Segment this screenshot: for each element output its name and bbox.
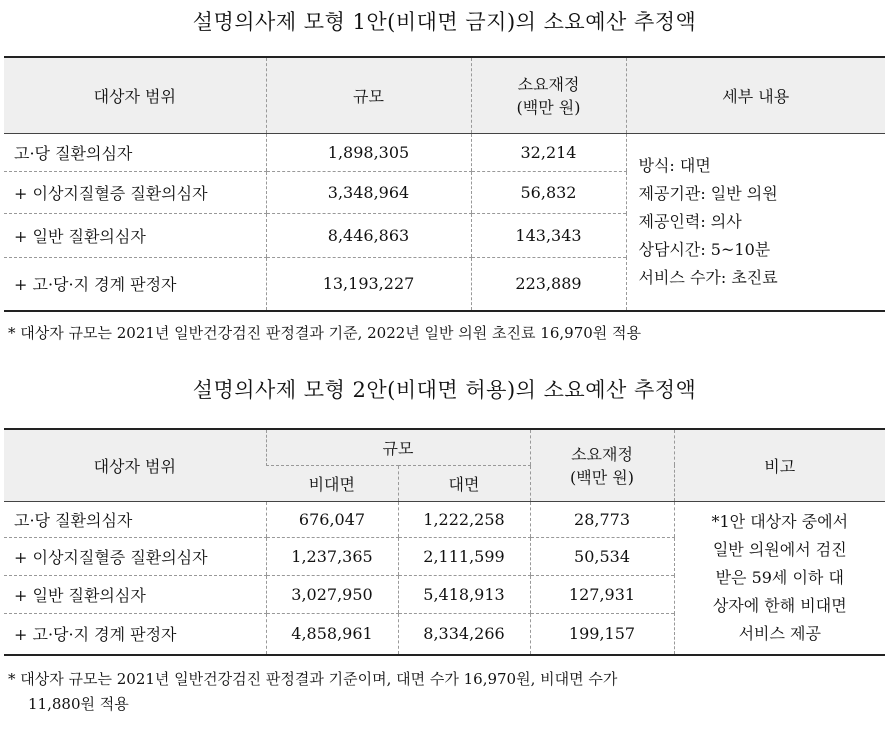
remark-line: 상자에 한해 비대면 xyxy=(712,595,847,615)
target-range-cell: + 고·당·지 경계 판정자 xyxy=(14,625,177,645)
remarks-cell xyxy=(674,501,885,655)
remark-line: *1안 대상자 중에서 xyxy=(711,511,849,531)
target-range-cell: + 이상지질혈증 질환의심자 xyxy=(4,537,266,575)
header-budget xyxy=(530,429,674,501)
budget-cell: 50,534 xyxy=(530,537,674,575)
scale-cell: 1,898,305 xyxy=(266,133,471,171)
remark-line: 일반 의원에서 검진 xyxy=(712,539,847,559)
scale-cell: 13,193,227 xyxy=(266,257,471,311)
budget-cell: 127,931 xyxy=(530,575,674,613)
header-target-range: 대상자 범위 xyxy=(4,57,266,133)
header-budget-unit: (백만 원) xyxy=(516,98,581,118)
target-range-cell: + 고·당·지 경계 판정자 xyxy=(14,275,177,295)
budget-cell: 28,773 xyxy=(530,501,674,537)
header-details: 세부 내용 xyxy=(626,57,885,133)
target-range-cell: + 일반 질환의심자 xyxy=(4,575,266,613)
detail-time: 상담시간: 5~10분 xyxy=(638,239,771,259)
budget-cell: 223,889 xyxy=(471,257,626,311)
budget-cell: 199,157 xyxy=(530,613,674,655)
header-budget-unit: (백만 원) xyxy=(570,468,634,488)
remark-line: 받은 59세 이하 대 xyxy=(715,567,844,587)
non-face-to-face-cell: 4,858,961 xyxy=(266,613,398,655)
budget-cell: 32,214 xyxy=(471,133,626,171)
non-face-to-face-cell: 3,027,950 xyxy=(266,575,398,613)
face-to-face-cell: 2,111,599 xyxy=(398,537,530,575)
target-range-cell: + 일반 질환의심자 xyxy=(4,213,266,257)
header-non-face-to-face: 비대면 xyxy=(266,465,398,501)
table2-title: 설명의사제 모형 2안(비대면 허용)의 소요예산 추정액 xyxy=(192,378,697,402)
table1-footnote: * 대상자 규모는 2021년 일반건강검진 판정결과 기준, 2022년 일반 의원 초진료 16,970원 적용 xyxy=(8,324,642,342)
header-face-to-face: 대면 xyxy=(398,465,530,501)
detail-method: 방식: 대면 xyxy=(638,155,711,175)
target-range-cell: 고·당 질환의심자 xyxy=(4,501,266,537)
detail-provider: 제공기관: 일반 의원 xyxy=(638,183,778,203)
details-cell xyxy=(626,133,885,311)
budget-table-model-2 xyxy=(4,428,885,656)
header-scale: 규모 xyxy=(266,57,471,133)
budget-table-model-1 xyxy=(4,56,885,312)
budget-cell: 56,832 xyxy=(471,171,626,213)
detail-staff: 제공인력: 의사 xyxy=(638,211,742,231)
non-face-to-face-cell: 676,047 xyxy=(266,501,398,537)
header-target-range: 대상자 범위 xyxy=(4,429,266,501)
face-to-face-cell: 8,334,266 xyxy=(398,613,530,655)
face-to-face-cell: 1,222,258 xyxy=(398,501,530,537)
scale-cell: 3,348,964 xyxy=(266,171,471,213)
table2-footnote-line2: 11,880원 적용 xyxy=(28,695,129,713)
table2-footnote-line1: * 대상자 규모는 2021년 일반건강검진 판정결과 기준이며, 대면 수가 16,970원, 비대면 수가 xyxy=(8,670,618,688)
budget-cell: 143,343 xyxy=(471,213,626,257)
header-budget xyxy=(471,57,626,133)
header-budget-label: 소요재정 xyxy=(571,445,633,465)
header-scale: 규모 xyxy=(266,429,530,465)
table-row xyxy=(4,133,885,171)
header-budget-label: 소요재정 xyxy=(517,75,580,95)
detail-fee: 서비스 수가: 초진료 xyxy=(638,267,778,287)
face-to-face-cell: 5,418,913 xyxy=(398,575,530,613)
target-range-cell: + 이상지질혈증 질환의심자 xyxy=(4,171,266,213)
header-remarks: 비고 xyxy=(674,429,885,501)
target-range-cell: 고·당 질환의심자 xyxy=(4,133,266,171)
table1-title: 설명의사제 모형 1안(비대면 금지)의 소요예산 추정액 xyxy=(192,10,697,34)
remark-line: 서비스 제공 xyxy=(738,623,821,643)
non-face-to-face-cell: 1,237,365 xyxy=(266,537,398,575)
scale-cell: 8,446,863 xyxy=(266,213,471,257)
table-row xyxy=(4,501,885,537)
